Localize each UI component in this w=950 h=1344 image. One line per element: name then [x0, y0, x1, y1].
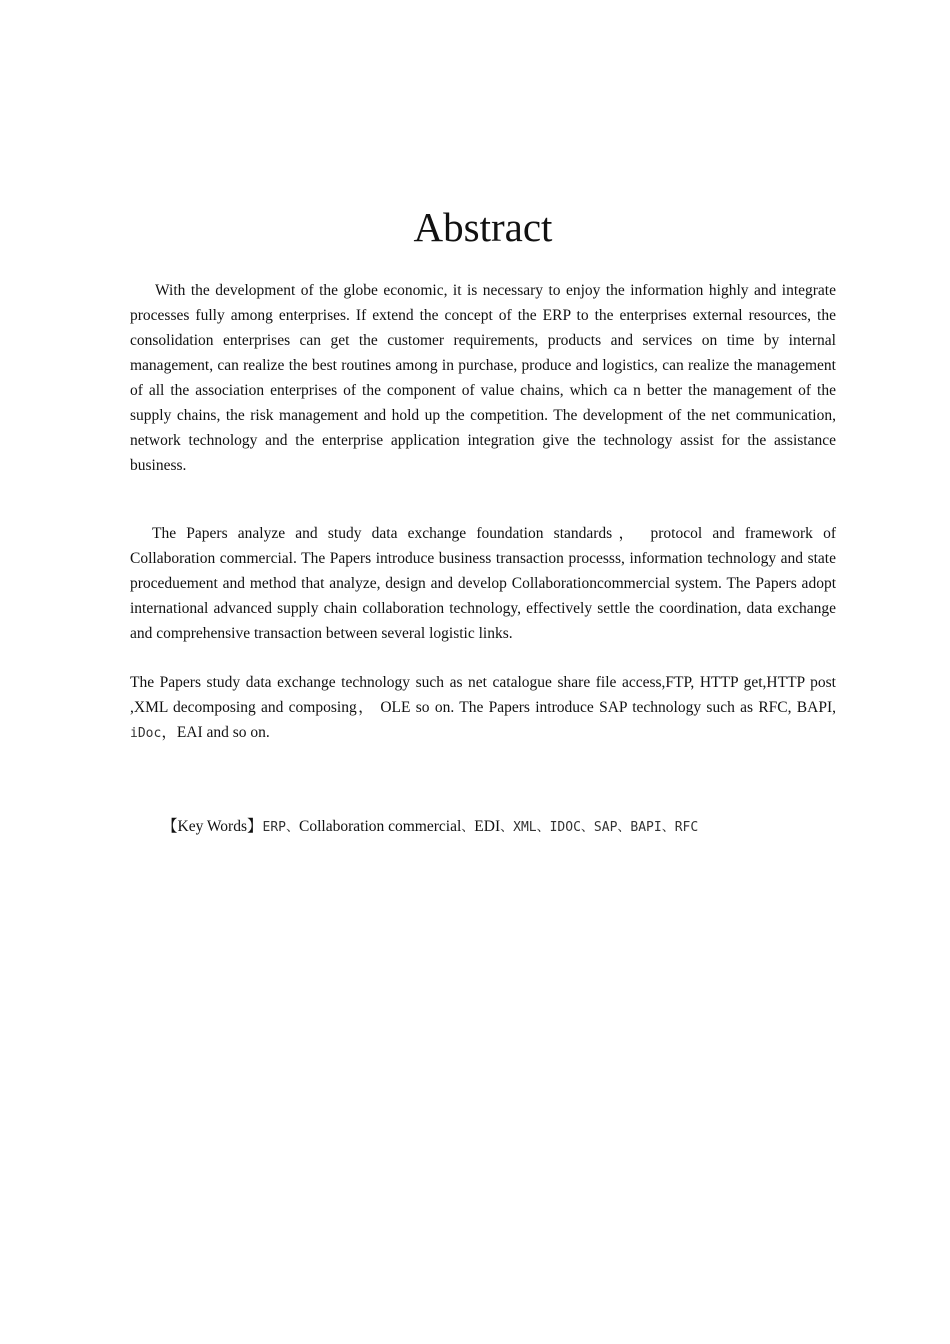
abstract-paragraph-1: With the development of the globe economic, it is necessary to enjoy the information highly and integrate processes fully among enterprises. If extend the concept of the ERP to the enterprises external resources, the consolidation enterprises can get the customer requirements, products and services on time by internal management, can realize the best routines among in purchase, produce and logistics, can realize the management of all the association enterprises of the component of value chains, which ca n better the management of the supply chains, the risk management and hold up the competition. The development of the net communication, network technology and the enterprise application integration give the technology assist for the assistance business. — [130, 282, 836, 474]
keyword-collaboration: Collaboration commercial — [299, 818, 462, 835]
paragraph-3-text-end: ，EAI and so on. — [161, 724, 270, 741]
page-title: Abstract — [413, 204, 553, 250]
paragraph-3-text-start: The Papers study data exchange technology such as net catalogue share file access,FTP, HTTP get,HTTP post ,XML decomposing and composing， OLE so on. The Papers introduce SAP technology such as RFC, BAPI, — [130, 674, 836, 716]
keyword-erp: ERP — [262, 820, 286, 835]
abstract-paragraph-3 — [130, 670, 836, 746]
keyword-list-rest: 、XML、IDOC、SAP、BAPI、RFC — [500, 820, 699, 835]
keyword-separator: 、 — [286, 820, 300, 835]
abstract-paragraph-2: The Papers analyze and study data exchange foundation standards， protocol and framework of Collaboration commercial. The Papers introduce business transaction processs, information technology and state proceduement and method that analyze, design and develop Collaborationcommercial system. The Papers adopt international advanced supply chain collaboration technology, effectively settle the coordination, data exchange and comprehensive transaction between several logistic links. — [130, 525, 836, 642]
keywords-line — [162, 814, 698, 840]
idoc-term: iDoc — [130, 726, 162, 741]
keywords-label: 【Key Words】 — [162, 818, 263, 835]
keyword-edi: EDI — [474, 818, 501, 835]
keyword-separator: 、 — [461, 820, 475, 835]
